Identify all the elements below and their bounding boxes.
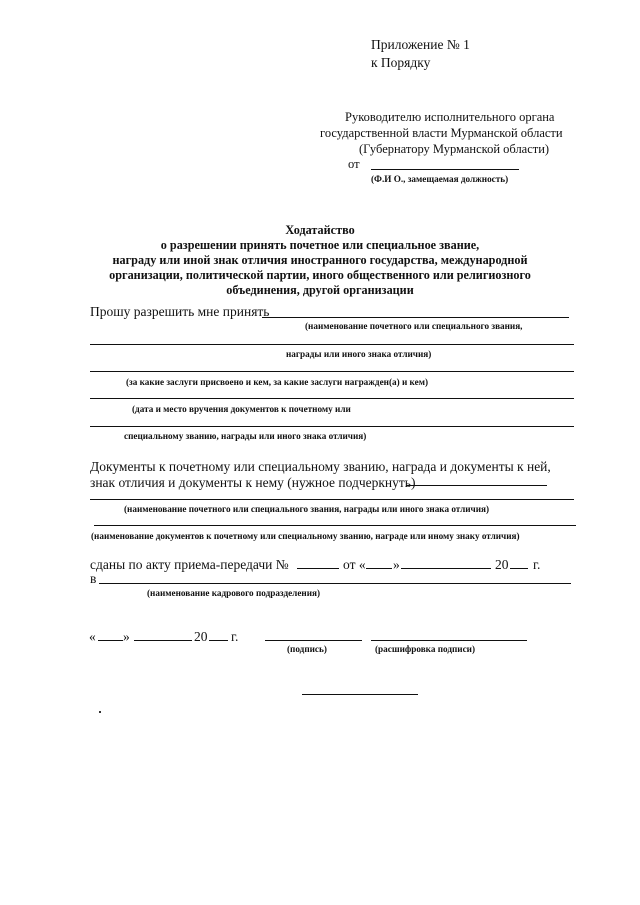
department-input-line[interactable]: [99, 583, 571, 584]
scan-dot: [99, 711, 101, 713]
handover-year-input-line[interactable]: [510, 568, 528, 569]
title-line-1: о разрешении принять почетное или специальное звание,: [160, 238, 480, 252]
addressee-line-1: Руководителю исполнительного органа: [345, 110, 555, 124]
documents-input-line[interactable]: [406, 485, 547, 486]
signature-decode-input-line[interactable]: [371, 640, 527, 641]
award-name-input-line[interactable]: [262, 317, 569, 318]
signature-input-line[interactable]: [265, 640, 362, 641]
handover-day-input-line[interactable]: [366, 568, 392, 569]
sign-year-suffix: г.: [231, 629, 239, 644]
handover-year-suffix: г.: [533, 557, 541, 572]
award-name-input-line-2[interactable]: [90, 344, 574, 345]
documents-award-caption: (наименование почетного или специального звания, награды или иного знака отличия): [124, 504, 490, 514]
documents-line-1: Документы к почетному или специальному званию, награда и документы к ней,: [90, 459, 551, 474]
documents-award-input-line[interactable]: [90, 499, 574, 500]
handover-from: от «: [343, 557, 366, 572]
merits-input-line[interactable]: [90, 371, 574, 372]
from-input-line[interactable]: [371, 169, 519, 170]
sign-year-input-line[interactable]: [209, 640, 228, 641]
date-place-input-line-2[interactable]: [90, 426, 574, 427]
sign-year-prefix: 20: [194, 629, 208, 644]
request-lead: Прошу разрешить мне принять: [90, 304, 270, 319]
handover-month-input-line[interactable]: [401, 568, 491, 569]
sign-month-input-line[interactable]: [134, 640, 192, 641]
sign-day-input-line[interactable]: [98, 640, 123, 641]
from-caption: (Ф.И О., замещаемая должность): [371, 174, 509, 184]
award-kind-caption: награды или иного знака отличия): [286, 349, 432, 359]
document-title: Ходатайство: [285, 223, 355, 237]
sign-open-quote: «: [89, 629, 96, 644]
handover-lead: сданы по акту приема-передачи №: [90, 557, 289, 572]
date-place-input-line[interactable]: [90, 398, 574, 399]
from-label: от: [348, 157, 360, 171]
appendix-reference: к Порядку: [371, 55, 431, 70]
department-caption: (наименование кадрового подразделения): [147, 588, 321, 598]
handover-close-quote: »: [393, 557, 400, 572]
title-line-2: награду или иной знак отличия иностранного государства, международной: [112, 253, 528, 267]
addressee-line-3: (Губернатору Мурманской области): [359, 142, 550, 156]
documents-line-2: знак отличия и документы к нему (нужное подчеркнуть): [90, 475, 416, 490]
date-place-caption-2: специальному званию, награды или иного знака отличия): [124, 431, 367, 441]
sign-close-quote: »: [123, 629, 130, 644]
act-number-input-line[interactable]: [297, 568, 339, 569]
handover-in-label: в: [90, 571, 97, 586]
date-place-caption: (дата и место вручения документов к почетному или: [132, 404, 351, 414]
award-name-caption: (наименование почетного или специального звания,: [305, 321, 523, 331]
signature-caption: (подпись): [287, 644, 327, 654]
bottom-separator: [302, 694, 418, 695]
title-line-4: объединения, другой организации: [226, 283, 414, 297]
documents-list-input-line[interactable]: [94, 525, 576, 526]
title-line-3: организации, политической партии, иного общественного или религиозного: [109, 268, 531, 282]
addressee-line-2: государственной власти Мурманской области: [320, 126, 563, 140]
merits-caption: (за какие заслуги присвоено и кем, за какие заслуги награжден(а) и кем): [126, 377, 429, 387]
appendix-number: Приложение № 1: [371, 37, 470, 52]
handover-year-prefix: 20: [495, 557, 509, 572]
documents-list-caption: (наименование документов к почетному или специальному званию, награде или иному знаку отличия): [91, 531, 520, 541]
signature-decode-caption: (расшифровка подписи): [375, 644, 476, 654]
